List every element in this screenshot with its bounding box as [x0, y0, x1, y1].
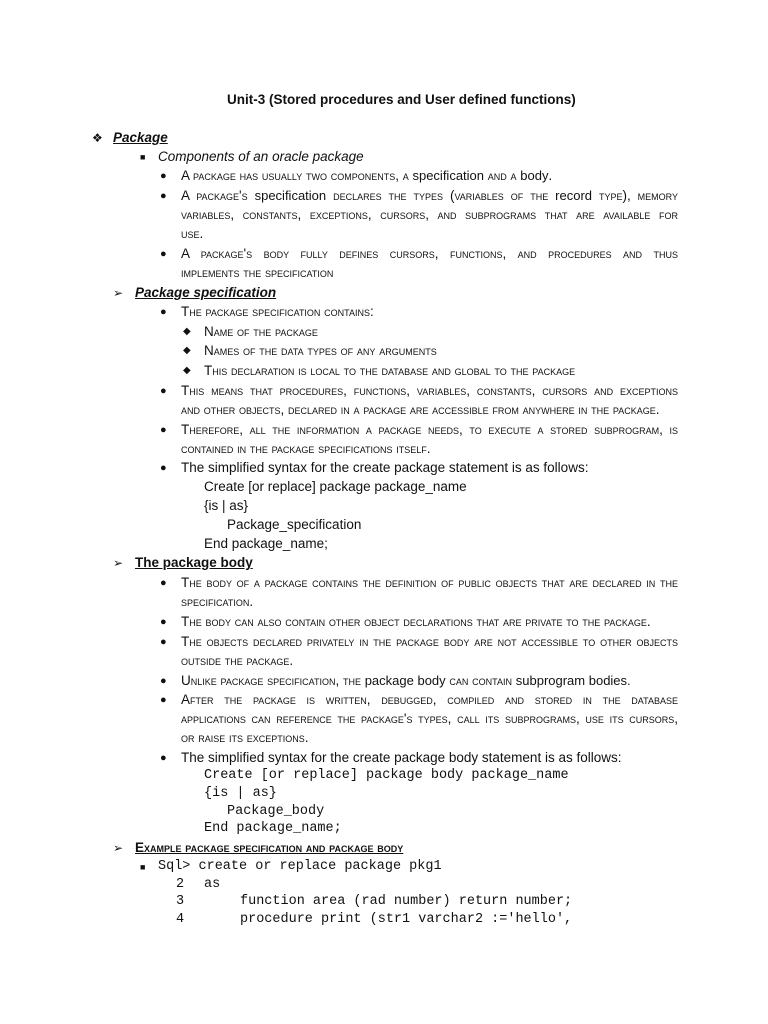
arrowhead-bullet-icon: ➢ — [113, 841, 124, 855]
spec-syntax-line: Package_specification — [227, 517, 362, 532]
package-item-2-line-2: variables, constants, exceptions, cursors, and subprograms that are available for — [181, 207, 678, 222]
arrowhead-bullet-icon: ➢ — [113, 286, 124, 300]
body-syntax-line: Package_body — [227, 804, 325, 819]
body-syntax-line: End package_name; — [204, 821, 342, 836]
example-code-line: function area (rad number) return number; — [240, 894, 573, 909]
body-item-5-line-3: or raise its exceptions. — [181, 730, 309, 745]
square-bullet-icon: ■ — [140, 862, 146, 872]
spec-para-1-line-1: This means that procedures, functions, variables, constants, cursors and exceptions — [181, 383, 678, 398]
example-heading: Example package specification and package body — [135, 840, 404, 855]
body-item-1-line-2: specification. — [181, 594, 254, 609]
package-item-3-line-1: A package's body fully defines cursors, functions, and procedures and thus — [181, 246, 678, 261]
body-syntax-intro: The simplified syntax for the create package body statement is as follows: — [181, 750, 622, 765]
round-bullet-icon: ● — [160, 752, 167, 764]
round-bullet-icon: ● — [160, 306, 167, 318]
round-bullet-icon: ● — [160, 636, 167, 648]
round-bullet-icon: ● — [160, 248, 167, 260]
diamond-bullet-icon: ◆ — [183, 365, 191, 376]
body-item-4: Unlike package specification, the package body can contain subprogram bodies. — [181, 673, 631, 688]
round-bullet-icon: ● — [160, 675, 167, 687]
spec-sub-item: This declaration is local to the database and global to the package — [204, 363, 576, 378]
spec-sub-item: Name of the package — [204, 324, 318, 339]
example-code-line: as — [204, 877, 221, 892]
package-item-3-line-2: implements the specification — [181, 265, 334, 280]
round-bullet-icon: ● — [160, 694, 167, 706]
body-item-1-line-1: The body of a package contains the definition of public objects that are declared in the — [181, 575, 678, 590]
diamond-bullet-icon: ◆ — [183, 345, 191, 356]
body-heading: The package body — [135, 555, 253, 570]
round-bullet-icon: ● — [160, 190, 167, 202]
spec-intro: The package specification contains: — [181, 304, 374, 319]
spec-sub-item: Names of the data types of any arguments — [204, 343, 437, 358]
body-item-3-line-1: The objects declared privately in the package body are not accessible to other objects — [181, 634, 678, 649]
spec-para-2-line-1: Therefore, all the information a package needs, to execute a stored subprogram, is — [181, 422, 678, 437]
spec-para-2-line-2: contained in the package specifications itself. — [181, 441, 431, 456]
package-item-2-line-3: use. — [181, 226, 204, 241]
spec-syntax-line: Create [or replace] package package_name — [204, 479, 467, 494]
spec-syntax-line: {is | as} — [204, 498, 249, 513]
round-bullet-icon: ● — [160, 616, 167, 628]
arrowhead-bullet-icon: ➢ — [113, 556, 124, 570]
example-prompt-line: Sql> create or replace package pkg1 — [158, 859, 442, 874]
body-syntax-line: Create [or replace] package body package_name — [204, 768, 569, 783]
round-bullet-icon: ● — [160, 424, 167, 436]
round-bullet-icon: ● — [160, 577, 167, 589]
body-syntax-line: {is | as} — [204, 786, 277, 801]
page-title: Unit-3 (Stored procedures and User defined functions) — [227, 92, 576, 107]
spec-heading: Package specification — [135, 285, 277, 300]
package-heading: Package — [113, 130, 168, 145]
square-bullet-icon: ■ — [140, 152, 146, 162]
body-item-5-line-1: After the package is written, debugged, compiled and stored in the database — [181, 692, 678, 707]
spec-para-1-line-2: and other objects, declared in a package are accessible from anywhere in the package. — [181, 402, 660, 417]
round-bullet-icon: ● — [160, 385, 167, 397]
diamond-bullet-icon: ◆ — [183, 326, 191, 337]
round-bullet-icon: ● — [160, 462, 167, 474]
body-item-3-line-2: outside the package. — [181, 653, 294, 668]
body-item-2: The body can also contain other object declarations that are private to the package. — [181, 614, 651, 629]
example-line-number: 3 — [176, 894, 185, 909]
round-bullet-icon: ● — [160, 170, 167, 182]
diamond-four-icon: ❖ — [92, 131, 103, 145]
example-code-line: procedure print (str1 varchar2 :='hello', — [240, 912, 573, 927]
package-item-2-line-1: A package's specification declares the types (variables of the record type), memory — [181, 188, 678, 203]
components-heading: Components of an oracle package — [158, 149, 364, 164]
package-item-1: A package has usually two components, a specification and a body. — [181, 168, 553, 183]
spec-syntax-line: End package_name; — [204, 536, 328, 551]
example-line-number: 4 — [176, 912, 185, 927]
spec-syntax-intro: The simplified syntax for the create package statement is as follows: — [181, 460, 589, 475]
body-item-5-line-2: applications can reference the package's types, call its subprograms, use its cursors, — [181, 711, 678, 726]
example-line-number: 2 — [176, 877, 185, 892]
